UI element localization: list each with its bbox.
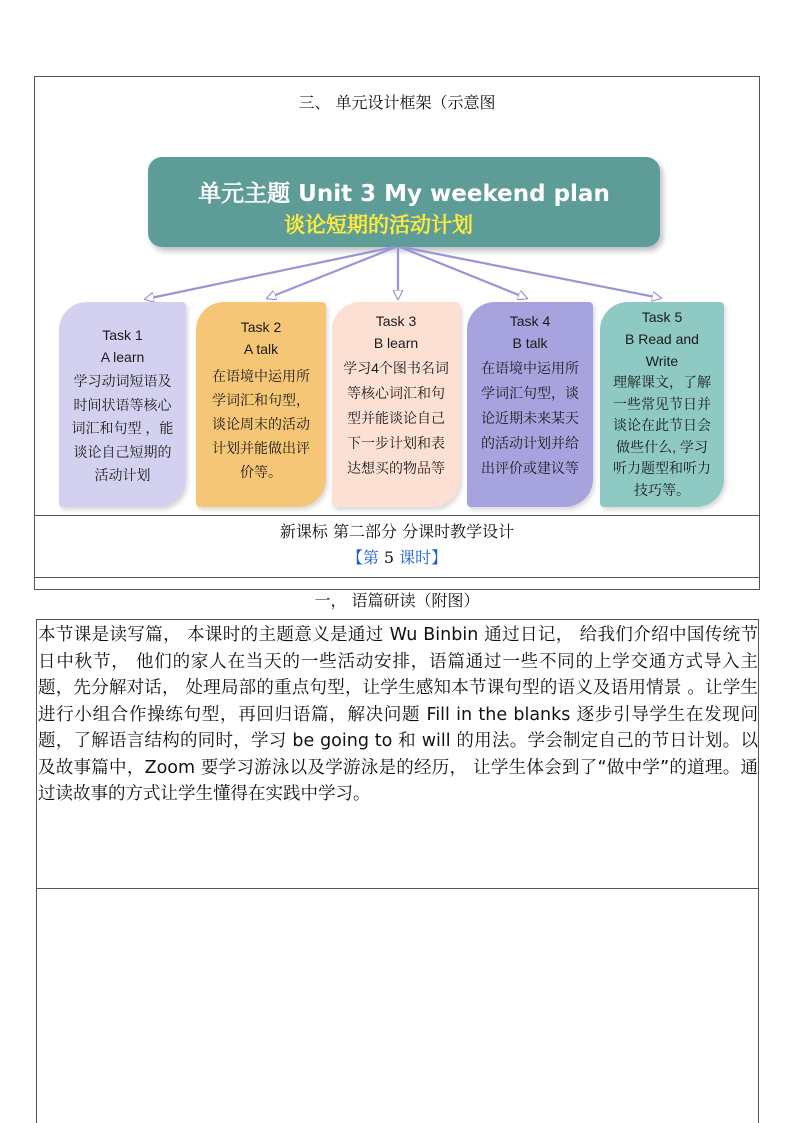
task-3-name: Task 3 — [375, 313, 417, 329]
reading-heading: 一， 语篇研读（附图） — [314, 591, 480, 610]
task-2-part: A talk — [243, 341, 279, 357]
task-5-box — [600, 302, 724, 507]
divider-reading — [34, 577, 760, 578]
banner-unit-title: 单元主题 Unit 3 My weekend plan — [198, 181, 610, 207]
task-4-name: Task 4 — [509, 313, 551, 329]
task-1-box — [59, 302, 186, 507]
task-4-desc-1: 在语境中运用所 — [481, 360, 579, 376]
task-1-part: A learn — [100, 349, 145, 365]
task-1-desc-5: 活动计划 — [94, 467, 151, 483]
task-3-desc-2: 等核心词汇和句 — [347, 385, 445, 401]
task-3-desc-3: 型并能谈论自己 — [347, 410, 445, 426]
task-5-desc-3: 谈论在此节日会 — [613, 417, 711, 433]
task-2-desc-1: 在语境中运用所 — [212, 368, 310, 384]
task-1-desc-2: 时间状语等核心 — [73, 396, 172, 413]
task-4-box — [467, 302, 593, 507]
task-5-desc-6: 技巧等。 — [634, 481, 690, 498]
task-3-desc-5: 达想买的物品等 — [347, 460, 445, 476]
lower-right-border — [758, 889, 759, 1123]
task-2-desc-2: 学词汇和句型， — [212, 392, 310, 408]
lesson-close: 课时】 — [394, 548, 448, 567]
lesson-label — [36, 545, 758, 568]
reading-paragraph: 本节课是读写篇， 本课时的主题意义是通过 Wu Binbin 通过日记， 给我们介绍中国传统节日中秋节， 他们的家人在当天的一些活动安排，语篇通过一些不同的上学交通方式导入主题，先分解对话， 处理局部的重点句型，让学生感知本节课句型的语义及语用情景 。让学生进行小组合作操练句型，再回归语篇，解决问题 Fill in the blanks 逐步引导学生在发现问题，了解语言结构的同时，学习 be going to 和 will 的用法。学会制定自己的节日计划。以及故事篇中，Zoom 要学习游泳以及学游泳是的经历， 让学生体会到了“做中学”的道理。通过读故事的方式让学生懂得在实践中学习。 — [38, 625, 758, 804]
task-1-desc-4: 谈论自己短期的 — [73, 443, 172, 460]
task-4-desc-4: 的活动计划并给 — [481, 435, 579, 451]
task-2-name: Task 2 — [240, 319, 282, 335]
task-2-desc-5: 价等。 — [240, 464, 282, 480]
task-5-name: Task 5 — [641, 309, 683, 325]
task-2-desc-3: 谈论周末的活动 — [212, 416, 310, 432]
task-5-desc-2: 一些常见节日并 — [613, 395, 711, 412]
task-5-desc-4: 做些什么, 学习 — [616, 438, 708, 455]
task-3-box — [332, 302, 460, 507]
task-1-desc-3: 词汇和句型 ，能 — [71, 420, 174, 436]
lesson-number: 5 — [383, 548, 395, 567]
task-5-desc-1: 理解课文，了解 — [613, 374, 711, 390]
part2-title: 新课标 第二部分 分课时教学设计 — [279, 522, 515, 541]
task-4-part: B talk — [512, 335, 548, 351]
task-4-desc-3: 论近期未来某天 — [481, 410, 579, 426]
task-5-part-2: Write — [645, 353, 679, 369]
banner-subtitle: 谈论短期的活动计划 — [284, 213, 473, 237]
task-5-part-1: B Read and — [625, 331, 699, 347]
lesson-open: 【第 — [346, 548, 384, 567]
task-4-desc-2: 学词汇句型，谈 — [481, 385, 579, 401]
task-2-box — [196, 302, 326, 507]
task-4-desc-5: 出评价或建议等 — [481, 460, 579, 476]
lower-left-border — [36, 889, 37, 1123]
task-3-part: B learn — [373, 335, 419, 351]
task-3-desc-1: 学习4个图书名词 — [343, 360, 449, 376]
section-title: 三、 单元设计框架（示意图 — [298, 93, 496, 112]
task-3-desc-4: 下一步计划和表 — [347, 435, 445, 451]
task-5-desc-5: 听力题型和听力 — [613, 460, 711, 476]
unit-theme-banner — [148, 157, 660, 247]
task-1-desc-1: 学习动词短语及 — [73, 373, 172, 389]
divider-part2 — [34, 515, 760, 516]
task-1-name: Task 1 — [102, 327, 143, 343]
task-2-desc-4: 计划并能做出评 — [212, 440, 310, 456]
reading-paragraph-box — [38, 622, 758, 808]
